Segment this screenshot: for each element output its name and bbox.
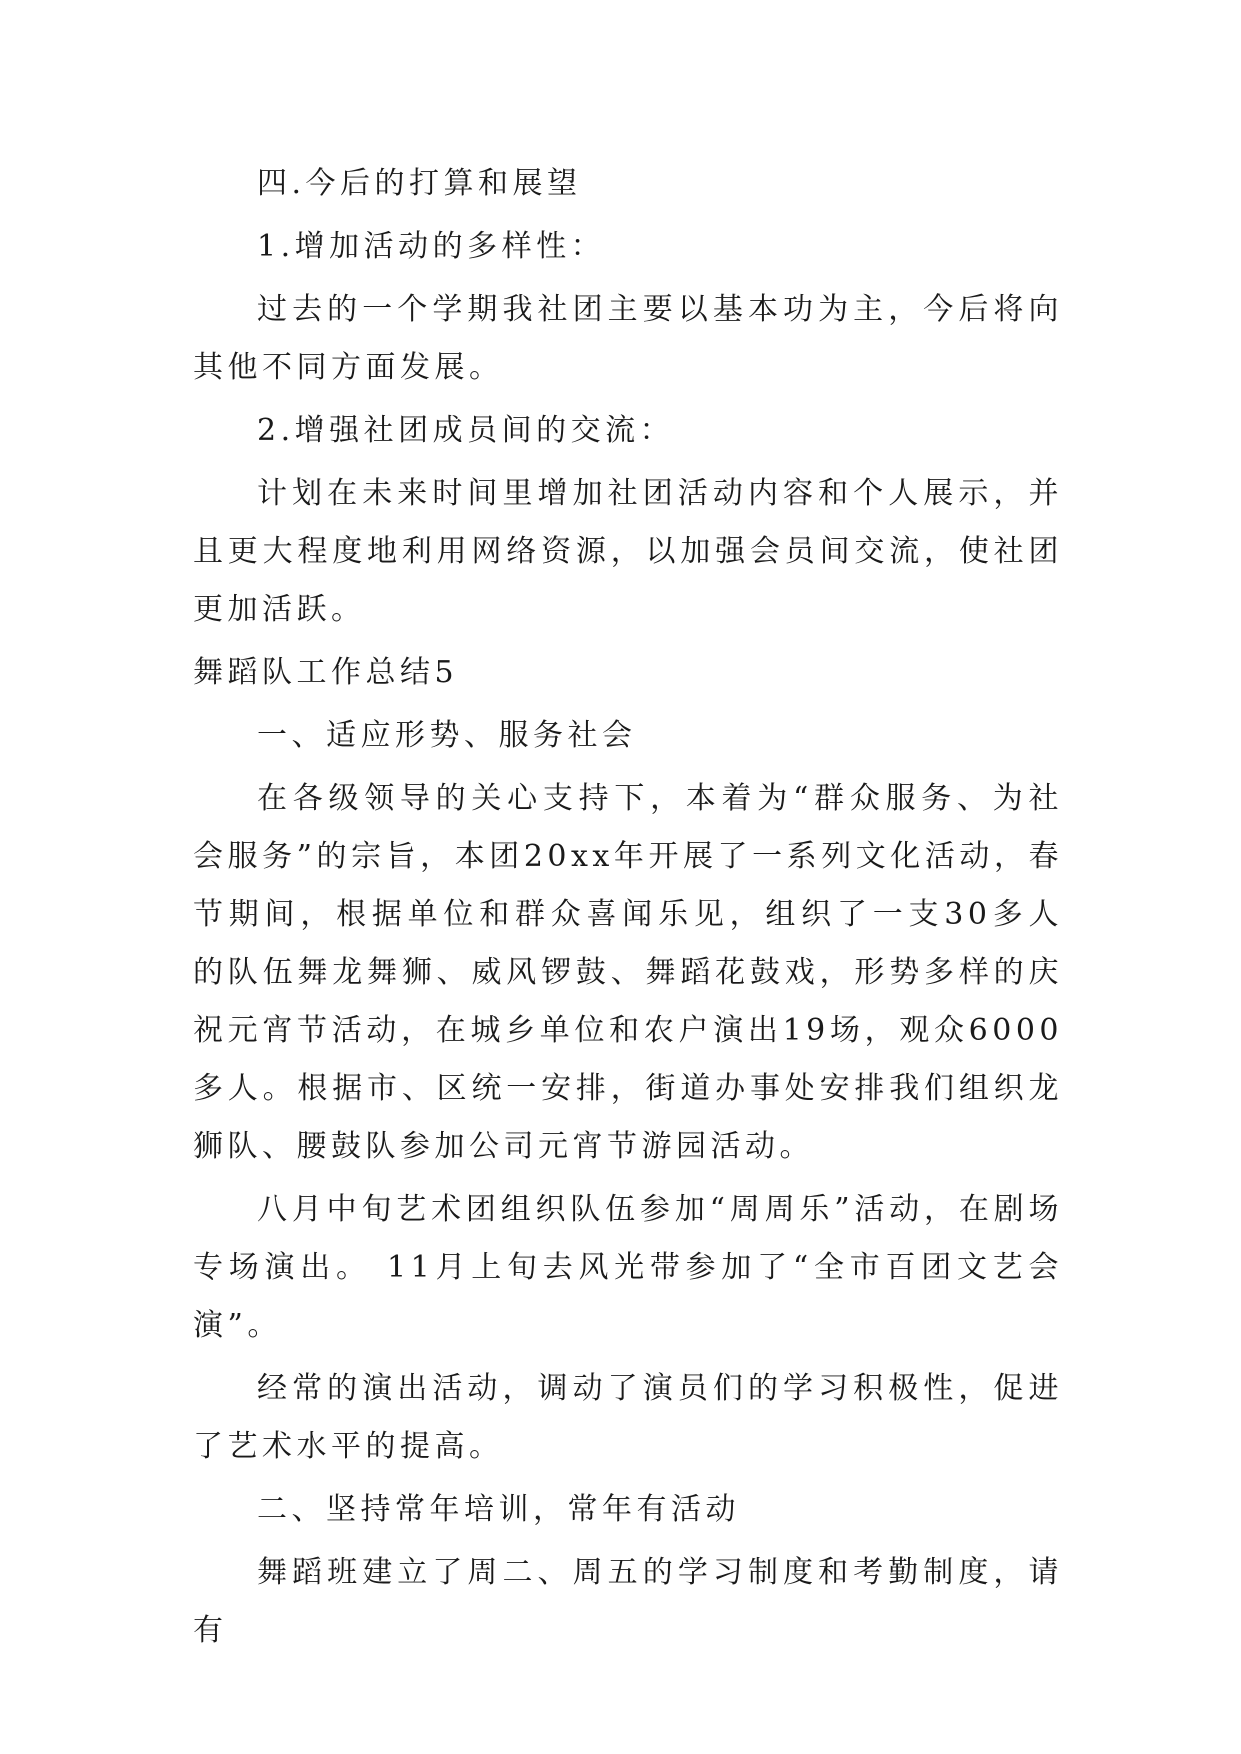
subheading-diversity: 1.增加活动的多样性： <box>257 229 606 264</box>
paragraph-august: 八月中旬艺术团组织队伍参加“周周乐”活动，在剧场专场演出。 11月上旬去风光带参加了“全市百团文艺会演”。 <box>193 1192 1063 1343</box>
paragraph-performance: 经常的演出活动，调动了演员们的学习积极性，促进了艺术水平的提高。 <box>193 1371 1063 1464</box>
heading-training: 二、坚持常年培训，常年有活动 <box>257 1492 740 1527</box>
heading-serve-society: 一、适应形势、服务社会 <box>257 718 637 753</box>
paragraph-diversity: 过去的一个学期我社团主要以基本功为主，今后将向其他不同方面发展。 <box>193 292 1063 385</box>
subheading-communication: 2.增强社团成员间的交流： <box>257 413 675 448</box>
document-body <box>193 155 1063 1665</box>
paragraph-activities: 在各级领导的关心支持下，本着为“群众服务、为社会服务”的宗旨，本团20xx年开展了一系列文化活动，春节期间，根据单位和群众喜闻乐见，组织了一支30多人的队伍舞龙舞狮、威风锣鼓、舞蹈花鼓戏，形势多样的庆祝元宵节活动，在城乡单位和农户演出19场，观众6000多人。根据市、区统一安排，街道办事处安排我们组织龙狮队、腰鼓队参加公司元宵节游园活动。 <box>193 781 1063 1164</box>
paragraph-communication: 计划在未来时间里增加社团活动内容和个人展示，并且更大程度地利用网络资源，以加强会员间交流，使社团更加活跃。 <box>193 476 1063 627</box>
paragraph-training: 舞蹈班建立了周二、周五的学习制度和考勤制度，请有 <box>193 1555 1063 1648</box>
section-title: 舞蹈队工作总结5 <box>193 655 459 690</box>
heading-future-plans: 四.今后的打算和展望 <box>257 166 582 201</box>
